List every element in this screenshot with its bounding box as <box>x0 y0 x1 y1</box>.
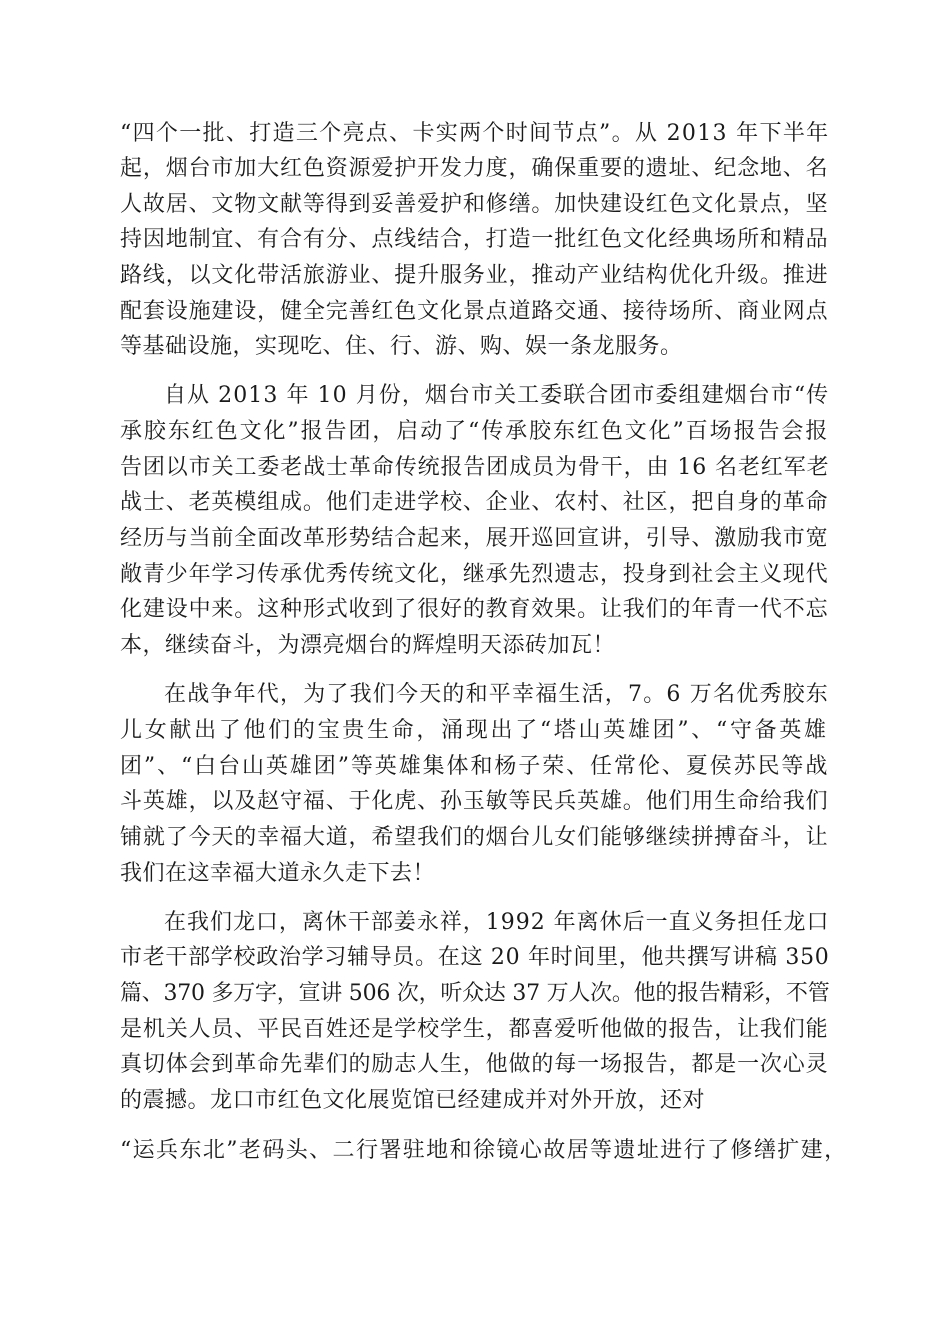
text-line: 敞青少年学习传承优秀传统文化，继承先烈遗志，投身到社会主义现代 <box>120 562 829 587</box>
text-line: 自从 2013 年 10 月份，烟台市关工委联合团市委组建烟台市“传 <box>164 383 830 408</box>
text-line: 斗英雄，以及赵守福、于化虎、孙玉敏等民兵英雄。他们用生命给我们 <box>120 789 829 814</box>
text-line: 起，烟台市加大红色资源爱护开发力度，确保重要的遗址、纪念地、名 <box>120 156 829 181</box>
text-line: 本，继续奋斗，为漂亮烟台的辉煌明天添砖加瓦！ <box>120 633 616 658</box>
text-line: 在我们龙口，离休干部姜永祥，1992 年离休后一直义务担任龙口 <box>164 910 830 935</box>
text-line: 人故居、文物文献等得到妥善爱护和修缮。加快建设红色文化景点，坚 <box>120 192 829 217</box>
text-line: 化建设中来。这种形式收到了很好的教育效果。让我们的年青一代不忘 <box>120 597 829 622</box>
text-line: 的震撼。龙口市红色文化展览馆已经建成并对外开放，还对 <box>120 1088 706 1113</box>
text-line: 真切体会到革命先辈们的励志人生，他做的每一场报告，都是一次心灵 <box>120 1052 829 1077</box>
text-line: 我们在这幸福大道永久走下去！ <box>120 861 436 886</box>
text-line: 在战争年代，为了我们今天的和平幸福生活，7。6 万名优秀胶东 <box>164 682 829 707</box>
text-line: 配套设施建设，健全完善红色文化景点道路交通、接待场所、商业网点 <box>120 299 829 324</box>
text-line: 等基础设施，实现吃、住、行、游、购、娱一条龙服务。 <box>120 334 683 359</box>
text-line: 路线，以文化带活旅游业、提升服务业，推动产业结构优化升级。推进 <box>120 263 829 288</box>
text-line: 告团以市关工委老战士革命传统报告团成员为骨干，由 16 名老红军老 <box>120 455 830 480</box>
text-line: 经历与当前全面改革形势结合起来，展开巡回宣讲，引导、激励我市宽 <box>120 526 829 551</box>
text-line: 市老干部学校政治学习辅导员。在这 20 年时间里，他共撰写讲稿 350 <box>120 945 830 970</box>
text-line: 持因地制宜、有合有分、点线结合，打造一批红色文化经典场所和精品 <box>120 227 829 252</box>
text-line: “运兵东北”老码头、二行署驻地和徐镜心故居等遗址进行了修缮扩建， <box>120 1138 848 1163</box>
text-line: “四个一批、打造三个亮点、卡实两个时间节点”。从 2013 年下半年 <box>120 121 830 146</box>
text-line: 铺就了今天的幸福大道，希望我们的烟台儿女们能够继续拼搏奋斗，让 <box>120 825 829 850</box>
text-line: 承胶东红色文化”报告团，启动了“传承胶东红色文化”百场报告会报 <box>120 419 830 444</box>
text-line: 团”、“白台山英雄团”等英雄集体和杨子荣、任常伦、夏侯苏民等战 <box>120 754 830 779</box>
text-line: 战士、老英模组成。他们走进学校、企业、农村、社区，把自身的革命 <box>120 490 829 515</box>
text-line: 篇、370 多万字，宣讲 506 次，听众达 37 万人次。他的报告精彩，不管 <box>120 981 830 1006</box>
text-line: 儿女献出了他们的宝贵生命，涌现出了“塔山英雄团”、“守备英雄 <box>120 718 829 743</box>
text-line: 是机关人员、平民百姓还是学校学生，都喜爱听他做的报告，让我们能 <box>120 1017 829 1042</box>
